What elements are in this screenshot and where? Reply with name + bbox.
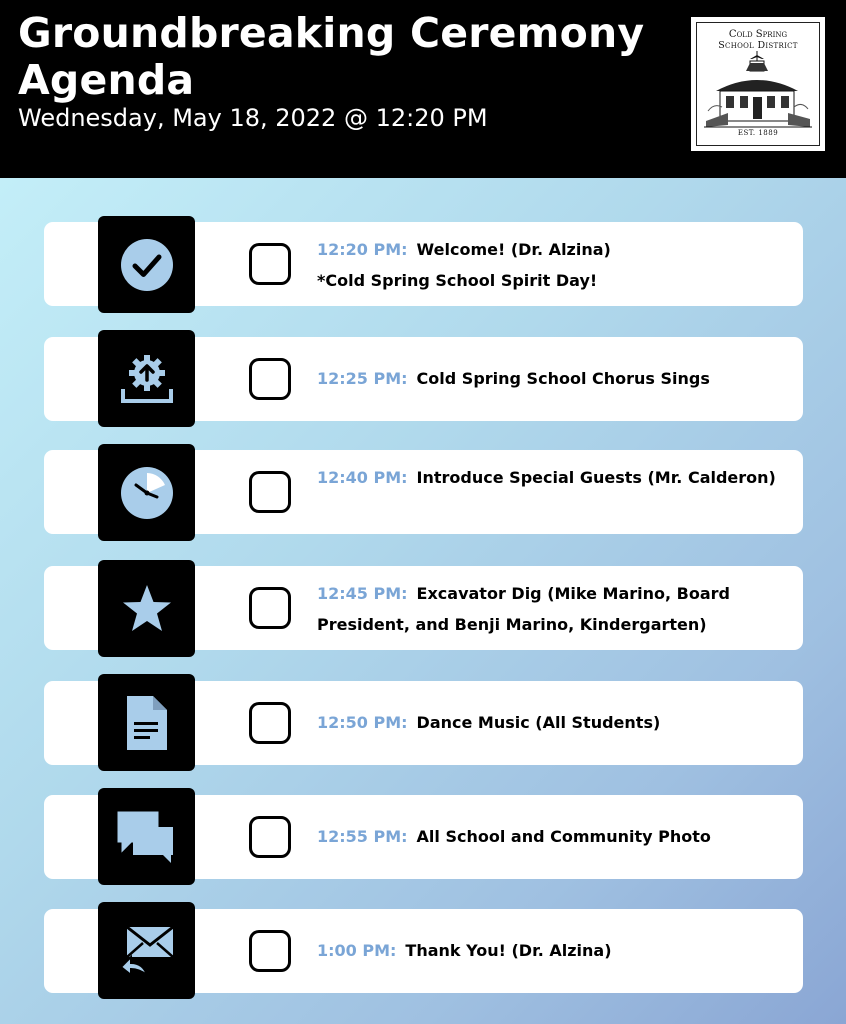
agenda-item-text (317, 707, 787, 738)
agenda-description: Introduce Special Guests (Mr. Calderon) (416, 468, 776, 487)
agenda-time: 12:25 PM: (317, 369, 408, 388)
agenda-time: 12:20 PM: (317, 240, 408, 259)
agenda-item-text (317, 821, 787, 852)
agenda-time: 12:55 PM: (317, 827, 408, 846)
school-district-logo (691, 17, 825, 151)
header (0, 0, 846, 178)
clock-icon (98, 444, 195, 541)
gear-upload-icon (98, 330, 195, 427)
logo-text-line1: Cold Spring (728, 29, 788, 40)
document-icon (98, 674, 195, 771)
logo-established: EST. 1889 (737, 129, 779, 137)
check-circle-icon (98, 216, 195, 313)
chat-bubbles-icon (98, 788, 195, 885)
agenda-description: All School and Community Photo (416, 827, 711, 846)
agenda-time: 12:50 PM: (317, 713, 408, 732)
item-checkbox[interactable] (249, 243, 291, 285)
agenda-time: 1:00 PM: (317, 941, 397, 960)
agenda-time: 12:40 PM: (317, 468, 408, 487)
schoolhouse-icon (704, 51, 812, 129)
agenda-item-text (317, 462, 787, 493)
agenda-note: *Cold Spring School Spirit Day! (317, 271, 598, 290)
agenda-item-text (317, 363, 787, 394)
item-checkbox[interactable] (249, 587, 291, 629)
event-date: Wednesday, May 18, 2022 @ 12:20 PM (18, 104, 488, 132)
item-checkbox[interactable] (249, 471, 291, 513)
star-icon (98, 560, 195, 657)
reply-mail-icon (98, 902, 195, 999)
page-title: Groundbreaking Ceremony Agenda (18, 9, 645, 104)
agenda-description: Cold Spring School Chorus Sings (416, 369, 710, 388)
agenda-description: Excavator Dig (Mike Marino, Board President, and Benji Marino, Kindergarten) (317, 584, 730, 634)
item-checkbox[interactable] (249, 930, 291, 972)
agenda-area (0, 178, 846, 1024)
agenda-description: Welcome! (Dr. Alzina) (416, 240, 611, 259)
agenda-item-text (317, 578, 787, 640)
logo-text-line2: School District (718, 40, 798, 51)
agenda-time: 12:45 PM: (317, 584, 408, 603)
item-checkbox[interactable] (249, 816, 291, 858)
agenda-description: Dance Music (All Students) (416, 713, 661, 732)
agenda-item-text (317, 935, 787, 966)
agenda-description: Thank You! (Dr. Alzina) (405, 941, 612, 960)
item-checkbox[interactable] (249, 702, 291, 744)
item-checkbox[interactable] (249, 358, 291, 400)
agenda-item-text (317, 234, 787, 296)
